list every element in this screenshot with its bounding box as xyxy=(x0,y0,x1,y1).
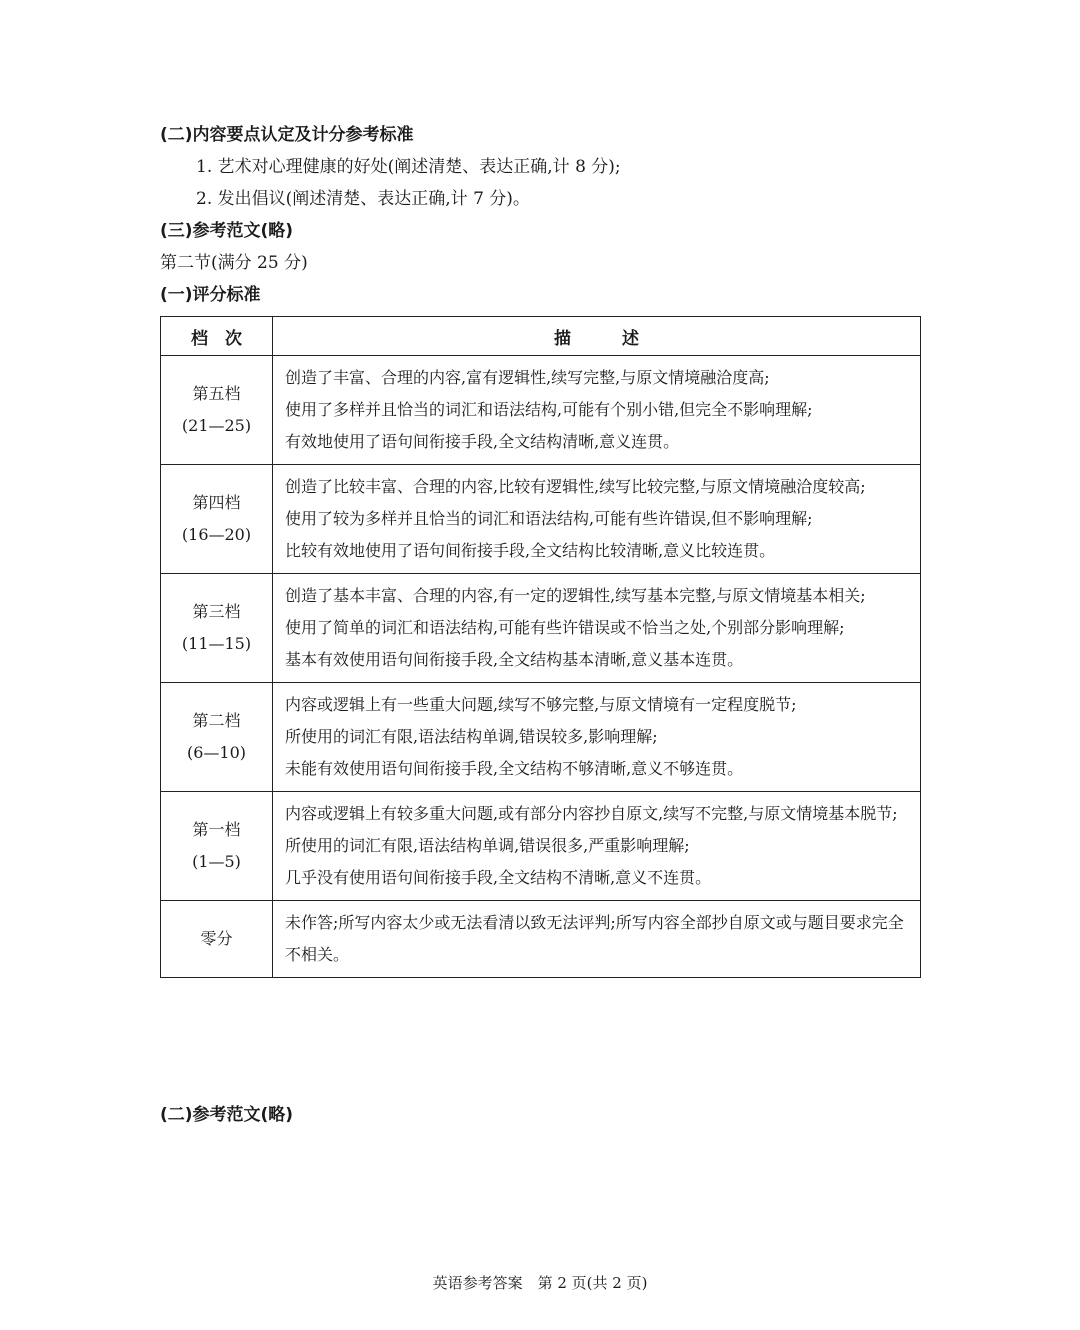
description-cell xyxy=(273,792,921,901)
table-header-row xyxy=(161,317,921,356)
table-row-zero xyxy=(161,901,921,978)
sample-essay-title: (二)参考范文(略) xyxy=(160,1105,294,1125)
level-range: (1—5) xyxy=(192,852,241,871)
level-name: 第四档 xyxy=(192,493,241,512)
description-line: 所使用的词汇有限,语法结构单调,错误很多,严重影响理解; xyxy=(285,836,690,855)
description-line: 内容或逻辑上有一些重大问题,续写不够完整,与原文情境有一定程度脱节; xyxy=(285,695,797,714)
description-line: 所使用的词汇有限,语法结构单调,错误较多,影响理解; xyxy=(285,727,658,746)
scoring-criteria-title: (一)评分标准 xyxy=(160,285,261,305)
page-footer: 英语参考答案 第 2 页(共 2 页) xyxy=(432,1274,648,1292)
part2-title: 第二节(满分 25 分) xyxy=(160,253,308,273)
level-cell xyxy=(161,465,273,574)
description-line: 比较有效地使用了语句间衔接手段,全文结构比较清晰,意义比较连贯。 xyxy=(285,541,776,560)
header-level: 档 次 xyxy=(161,317,273,356)
point-item-2: 2. 发出倡议(阐述清楚、表达正确,计 7 分)。 xyxy=(196,189,530,209)
level-cell xyxy=(161,356,273,465)
description-line: 创造了基本丰富、合理的内容,有一定的逻辑性,续写基本完整,与原文情境基本相关; xyxy=(285,586,866,605)
level-range: (11—15) xyxy=(181,634,252,653)
level-name: 零分 xyxy=(200,929,233,948)
level-cell xyxy=(161,683,273,792)
description-cell xyxy=(273,901,921,978)
section-title-sample-essay: (三)参考范文(略) xyxy=(160,221,294,241)
table-row-level-5 xyxy=(161,356,921,465)
description-line: 使用了较为多样并且恰当的词汇和语法结构,可能有些许错误,但不影响理解; xyxy=(285,509,813,528)
table-row-level-3 xyxy=(161,574,921,683)
description-cell xyxy=(273,465,921,574)
level-range: (6—10) xyxy=(186,743,247,762)
description-line: 创造了比较丰富、合理的内容,比较有逻辑性,续写比较完整,与原文情境融洽度较高; xyxy=(285,477,866,496)
level-cell xyxy=(161,574,273,683)
scoring-rubric-table xyxy=(160,316,921,978)
level-range: (16—20) xyxy=(181,525,252,544)
description-cell xyxy=(273,574,921,683)
description-line: 内容或逻辑上有较多重大问题,或有部分内容抄自原文,续写不完整,与原文情境基本脱节; xyxy=(285,804,898,823)
table-row-level-2 xyxy=(161,683,921,792)
table-row-level-1 xyxy=(161,792,921,901)
point-item-1: 1. 艺术对心理健康的好处(阐述清楚、表达正确,计 8 分); xyxy=(196,157,621,177)
level-name: 第五档 xyxy=(192,384,241,403)
level-name: 第三档 xyxy=(192,602,241,621)
description-line: 创造了丰富、合理的内容,富有逻辑性,续写完整,与原文情境融洽度高; xyxy=(285,368,770,387)
table-row-level-4 xyxy=(161,465,921,574)
description-cell xyxy=(273,356,921,465)
description-line: 使用了多样并且恰当的词汇和语法结构,可能有个别小错,但完全不影响理解; xyxy=(285,400,813,419)
level-cell xyxy=(161,901,273,978)
description-line: 有效地使用了语句间衔接手段,全文结构清晰,意义连贯。 xyxy=(285,432,680,451)
level-cell xyxy=(161,792,273,901)
section-title-content-points: (二)内容要点认定及计分参考标准 xyxy=(160,125,414,145)
description-line: 未能有效使用语句间衔接手段,全文结构不够清晰,意义不够连贯。 xyxy=(285,759,744,778)
description-line: 几乎没有使用语句间衔接手段,全文结构不清晰,意义不连贯。 xyxy=(285,868,712,887)
description-line: 未作答;所写内容太少或无法看清以致无法评判;所写内容全部抄自原文或与题目要求完全不相关。 xyxy=(285,913,904,964)
header-description: 描 述 xyxy=(273,317,921,356)
level-name: 第二档 xyxy=(192,711,241,730)
level-range: (21—25) xyxy=(181,416,252,435)
level-name: 第一档 xyxy=(192,820,241,839)
description-line: 使用了简单的词汇和语法结构,可能有些许错误或不恰当之处,个别部分影响理解; xyxy=(285,618,845,637)
description-cell xyxy=(273,683,921,792)
description-line: 基本有效使用语句间衔接手段,全文结构基本清晰,意义基本连贯。 xyxy=(285,650,744,669)
